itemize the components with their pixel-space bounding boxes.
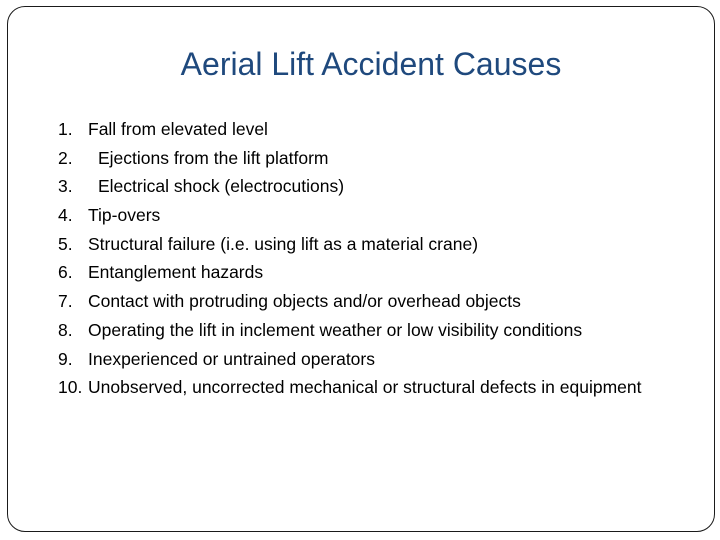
list-item-text: Entanglement hazards bbox=[88, 262, 264, 283]
list-item bbox=[58, 260, 698, 284]
list-item bbox=[58, 318, 698, 342]
list-item-number: 2. bbox=[58, 147, 73, 168]
list-item-number: 4. bbox=[58, 205, 73, 226]
list-item bbox=[58, 232, 698, 256]
list-item-number: 8. bbox=[58, 319, 73, 340]
list-item-number: 6. bbox=[58, 262, 73, 283]
list-item-number: 10. bbox=[58, 377, 83, 398]
list-item bbox=[58, 203, 698, 227]
list-item-text: Unobserved, uncorrected mechanical or structural defects in equipment bbox=[88, 377, 642, 398]
accident-cause-list bbox=[58, 117, 698, 404]
list-item-text: Fall from elevated level bbox=[88, 119, 268, 139]
list-item bbox=[58, 146, 698, 170]
list-item bbox=[58, 289, 698, 313]
list-item-number: 1. bbox=[58, 119, 73, 139]
slide-title: Aerial Lift Accident Causes bbox=[180, 46, 562, 82]
list-item-text: Ejections from the lift platform bbox=[98, 147, 329, 168]
list-item-number: 3. bbox=[58, 176, 73, 197]
list-item-text: Operating the lift in inclement weather or low visibility conditions bbox=[88, 319, 583, 340]
list-item bbox=[58, 174, 698, 198]
list-item-text: Inexperienced or untrained operators bbox=[88, 348, 375, 369]
list-item-number: 7. bbox=[58, 291, 73, 312]
list-item-text: Electrical shock (electrocutions) bbox=[98, 176, 345, 197]
list-item-text: Structural failure (i.e. using lift as a material crane) bbox=[88, 233, 479, 254]
list-item-text: Tip-overs bbox=[88, 205, 161, 226]
list-item-number: 9. bbox=[58, 348, 73, 369]
list-item bbox=[58, 375, 698, 399]
list-item-text: Contact with protruding objects and/or overhead objects bbox=[88, 291, 521, 312]
list-item-number: 5. bbox=[58, 233, 73, 254]
list-item bbox=[58, 117, 698, 141]
list-item bbox=[58, 347, 698, 371]
